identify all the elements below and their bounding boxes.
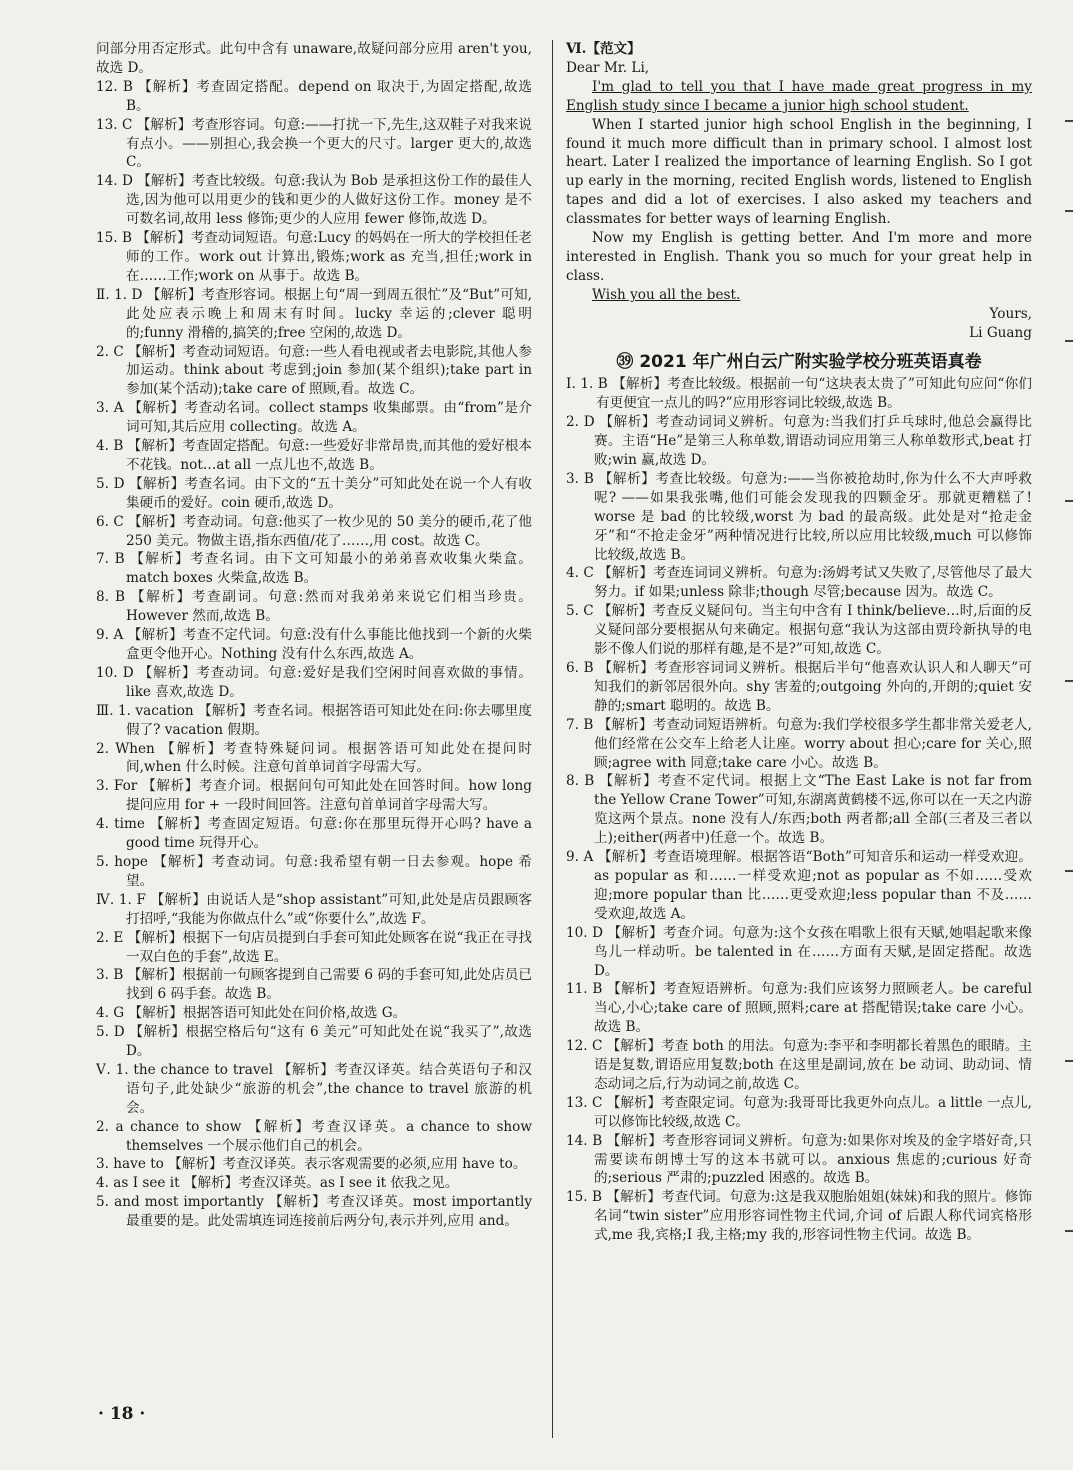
essay-signature: Li Guang xyxy=(969,324,1032,341)
page-number: · 18 · xyxy=(98,1404,146,1424)
answer-entry: 4. time 【解析】考查固定短语。句意:你在那里玩得开心吗? have a good time 玩得开心。 xyxy=(96,816,532,852)
answer-entry: 5. hope 【解析】考查动词。句意:我希望有朝一日去参观。hope 希望。 xyxy=(96,853,532,889)
answer-entry: 3. For 【解析】考查介词。根据问句可知此处在回答时间。how long 提问应用 for + 一段时间回答。注意句首单词首字母需大写。 xyxy=(96,778,532,814)
binding-edge-marks xyxy=(1065,80,1073,1380)
model-essay xyxy=(566,40,1032,343)
answer-entry: 5. and most importantly 【解析】考查汉译英。most importantly 最重要的是。此处需填连词连接前后两分句,表示并列,应用 and。 xyxy=(96,1194,532,1230)
answer-entry: 15. B 【解析】考查动词短语。句意:Lucy 的妈妈在一所大的学校担任老师的工作。work out 计算出,锻炼;work as 充当,担任;work in 在……工作;work on 从事于。故选 B。 xyxy=(96,230,532,284)
answer-entry: 2. E 【解析】根据下一句店员提到白手套可知此处顾客在说“我正在寻找一双白色的手套”,故选 E。 xyxy=(96,929,532,965)
answer-entry: 4. B 【解析】考查固定搭配。句意:一些爱好非常昂贵,而其他的爱好根本不花钱。not…at all 一点儿也不,故选 B。 xyxy=(96,438,532,473)
answer-entry: 5. D 【解析】根据空格后句“这有 6 美元”可知此处在说“我买了”,故选 D。 xyxy=(96,1024,532,1060)
answer-entry: 6. B 【解析】考查形容词词义辨析。根据后半句“他喜欢认识人和人聊天”可知我们的新邻居很外向。shy 害羞的;outgoing 外向的,开朗的;quiet 安静的;smart 聪明的。故选 B。 xyxy=(566,660,1032,714)
answer-entry: 15. B 【解析】考查代词。句意为:这是我双胞胎姐姐(妹妹)和我的照片。修饰名词“twin sister”应用形容词性物主代词,介词 of 后跟人称代词宾格形式,me 我,宾格;I 我,主格;my 我的,形容词性物主代词。故选 B。 xyxy=(566,1189,1032,1244)
answer-entry: 11. B 【解析】考查短语辨析。句意为:我们应该努力照顾老人。be careful 当心,小心;take care of 照顾,照料;care at 搭配错误;take care 小心。故选 B。 xyxy=(566,981,1032,1036)
answer-entry: 5. C 【解析】考查反义疑问句。当主句中含有 I think/believe…时,后面的反义疑问部分要根据从句来确定。根据句意“我认为这部由贾玲新执导的电影不像人们说的那样有趣,是不是?”可知,故选 C。 xyxy=(566,603,1032,658)
answer-entry: 2. D 【解析】考查动词词义辨析。句意为:当我们打乒乓球时,他总会赢得比赛。主语“He”是第三人称单数,谓语动词应用第三人称单数形式,beat 打败;win 赢,故选 D。 xyxy=(566,414,1032,469)
answer-entry: Ⅱ. 1. D 【解析】考查形容词。根据上句“周一到周五很忙”及“But”可知,此处应表示晚上和周末有时间。lucky 幸运的;clever 聪明的;funny 滑稽的,搞笑的;free 空闲的,故选 D。 xyxy=(96,286,532,341)
answer-entry: 4. as I see it 【解析】考查汉译英。as I see it 依我之见。 xyxy=(96,1175,459,1192)
answer-entry: 4. G 【解析】根据答语可知此处在问价格,故选 G。 xyxy=(96,1005,407,1022)
answer-entry: 12. C 【解析】考查 both 的用法。句意为:李平和李明都长着黑色的眼睛。主语是复数,谓语应用复数;both 在这里是副词,放在 be 动词、助动词、情态动词之后,行为动词之前,故选 C。 xyxy=(566,1038,1032,1092)
answer-entry: 2. When 【解析】考查特殊疑问词。根据答语可知此处在提问时间,when 什么时候。注意句首单词首字母需大写。 xyxy=(96,740,532,776)
left-column xyxy=(96,40,532,1231)
answer-entry: 14. B 【解析】考查形容词词义辨析。句意为:如果你对埃及的金字塔好奇,只需要读布朗博士写的这本书就可以。anxious 焦虑的;curious 好奇的;serious 严肃的;puzzled 困惑的。故选 B。 xyxy=(566,1132,1032,1187)
essay-paragraph: When I started junior high school English in the beginning, I found it much more difficult than in primary school. I almost lost heart. Later I realized the importance of learning English. So I got up early in the morning, recited English words, listened to English tapes and did a lot of exercises. I also asked my teachers and classmates for better ways of learning English. xyxy=(566,116,1032,228)
answer-entry: Ⅳ. 1. F 【解析】由说话人是“shop assistant”可知,此处是店员跟顾客打招呼,“我能为你做点什么”或“你要什么”,故选 F。 xyxy=(96,891,532,927)
answer-entry: 6. C 【解析】考查动词。句意:他买了一枚少见的 50 美分的硬币,花了他 250 美元。物做主语,指东西值/花了……,用 cost。故选 C。 xyxy=(96,513,532,549)
answer-entry: 4. C 【解析】考查连词词义辨析。句意为:汤姆考试又失败了,尽管他尽了最大努力。if 如果;unless 除非;though 尽管;because 因为。故选 C。 xyxy=(566,565,1032,601)
answer-entry: 8. B 【解析】考查不定代词。根据上文“The East Lake is not far from the Yellow Crane Tower”可知,东湖离黄鹤楼不远,你可以在一天之内游览这两个景点。none 没有人/东西;both 两者都;all 全部(三者及三者以上);either(两者中)任意一个。故选 B。 xyxy=(566,773,1032,847)
answer-entry: 2. C 【解析】考查动词短语。句意:一些人看电视或者去电影院,其他人参加运动。think about 考虑到;join 参加(某个组织);take part in 参加(某个活动);take care of 照顾,看。故选 C。 xyxy=(96,343,532,398)
answer-entry: 3. A 【解析】考查动名词。collect stamps 收集邮票。由“from”是介词可知,其后应用 collecting。故选 A。 xyxy=(96,400,532,436)
answer-entry: 问部分用否定形式。此句中含有 unaware,故疑问部分应用 aren't you,故选 D。 xyxy=(96,41,532,76)
answer-entry: 3. B 【解析】考查比较级。句意为:——当你被抢劫时,你为什么不大声呼救呢? ——如果我张嘴,他们可能会发现我的四颗金牙。那就更糟糕了! worse 是 bad 的比较级,worst 为 bad 的最高级。此处是对“抢走金牙”和“不抢走金牙”两种情况进行比较,所以应用比较级,much 可以修饰比较级,故选 B。 xyxy=(566,470,1032,563)
answer-entry: Ⅲ. 1. vacation 【解析】考查名词。根据答语可知此处在问:你去哪里度假了? vacation 假期。 xyxy=(96,702,532,738)
answer-entry: 13. C 【解析】考查形容词。句意:——打扰一下,先生,这双鞋子对我来说有点小。——别担心,我会换一个更大的尺寸。larger 更大的,故选 C。 xyxy=(96,116,532,171)
essay-paragraph: Wish you all the best. xyxy=(592,286,741,303)
answer-entry: 12. B 【解析】考查固定搭配。depend on 取决于,为固定搭配,故选 B。 xyxy=(96,78,532,114)
answer-entry: 9. A 【解析】考查不定代词。句意:没有什么事能比他找到一个新的火柴盒更令他开心。Nothing 没有什么东西,故选 A。 xyxy=(96,627,532,662)
answer-entry: 13. C 【解析】考查限定词。句意为:我哥哥比我更外向点儿。a little 一点儿,可以修饰比较级,故选 C。 xyxy=(566,1094,1032,1130)
essay-paragraph: I'm glad to tell you that I have made great progress in my English study since I became a junior high school student. xyxy=(566,78,1032,114)
answer-entry: 3. have to 【解析】考查汉译英。表示客观需要的必须,应用 have to。 xyxy=(96,1156,527,1173)
essay-salutation: Dear Mr. Li, xyxy=(566,59,650,76)
essay-closing: Yours, xyxy=(989,305,1032,322)
answer-entry: 14. D 【解析】考查比较级。句意:我认为 Bob 是承担这份工作的最佳人选,因为他可以用更少的钱和更少的人做好这份工作。money 是不可数名词,故用 less 修饰;更少的人应用 fewer 修饰,故选 D。 xyxy=(96,173,532,228)
right-column xyxy=(566,40,1032,1245)
answer-entry: 7. B 【解析】考查名词。由下文可知最小的弟弟喜欢收集火柴盒。match boxes 火柴盒,故选 B。 xyxy=(96,551,532,587)
answer-entry: 10. D 【解析】考查动词。句意:爱好是我们空闲时间喜欢做的事情。like 喜欢,故选 D。 xyxy=(96,664,532,700)
section-title: ㊴ 2021 年广州白云广附实验学校分班英语真卷 xyxy=(616,351,982,372)
answer-entry: 5. D 【解析】考查名词。由下文的“五十美分”可知此处在说一个人有收集硬币的爱好。coin 硬币,故选 D。 xyxy=(96,475,532,511)
answer-entry: 9. A 【解析】考查语境理解。根据答语“Both”可知音乐和运动一样受欢迎。as popular as 和……一样受欢迎;not as popular as 不如……受欢迎;more popular than 比……更受欢迎;less popular than 不及……受欢迎,故选 A。 xyxy=(566,849,1032,922)
answer-entry: Ⅴ. 1. the chance to travel 【解析】考查汉译英。结合英语句子和汉语句子,此处缺少“旅游的机会”,the chance to travel 旅游的机会。 xyxy=(96,1061,532,1116)
answer-entry: 8. B 【解析】考查副词。句意:然而对我弟弟来说它们相当珍贵。However 然而,故选 B。 xyxy=(96,589,532,625)
essay-paragraph: Now my English is getting better. And I'm more and more interested in English. Thank you so much for your great help in class. xyxy=(566,230,1032,284)
column-divider xyxy=(552,40,553,1438)
essay-label: Ⅵ.【范文】 xyxy=(566,41,641,57)
answer-entry: 7. B 【解析】考查动词短语辨析。句意为:我们学校很多学生都非常关爱老人,他们经常在公交车上给老人让座。worry about 担心;care for 关心,照顾;agree with 同意;take care 小心。故选 B。 xyxy=(566,716,1032,771)
answer-entry: Ⅰ. 1. B 【解析】考查比较级。根据前一句“这块表太贵了”可知此句应问“你们有更便宜一点儿的吗?”应用形容词比较级,故选 B。 xyxy=(566,376,1032,412)
answer-entry: 2. a chance to show 【解析】考查汉译英。a chance to show themselves 一个展示他们自己的机会。 xyxy=(96,1118,532,1154)
answer-entry: 10. D 【解析】考查介词。句意为:这个女孩在唱歌上很有天赋,她唱起歌来像鸟儿一样动听。be talented in 在……方面有天赋,是固定搭配。故选 D。 xyxy=(566,924,1032,979)
answer-entry: 3. B 【解析】根据前一句顾客提到自己需要 6 码的手套可知,此处店员已找到 6 码手套。故选 B。 xyxy=(96,967,532,1003)
